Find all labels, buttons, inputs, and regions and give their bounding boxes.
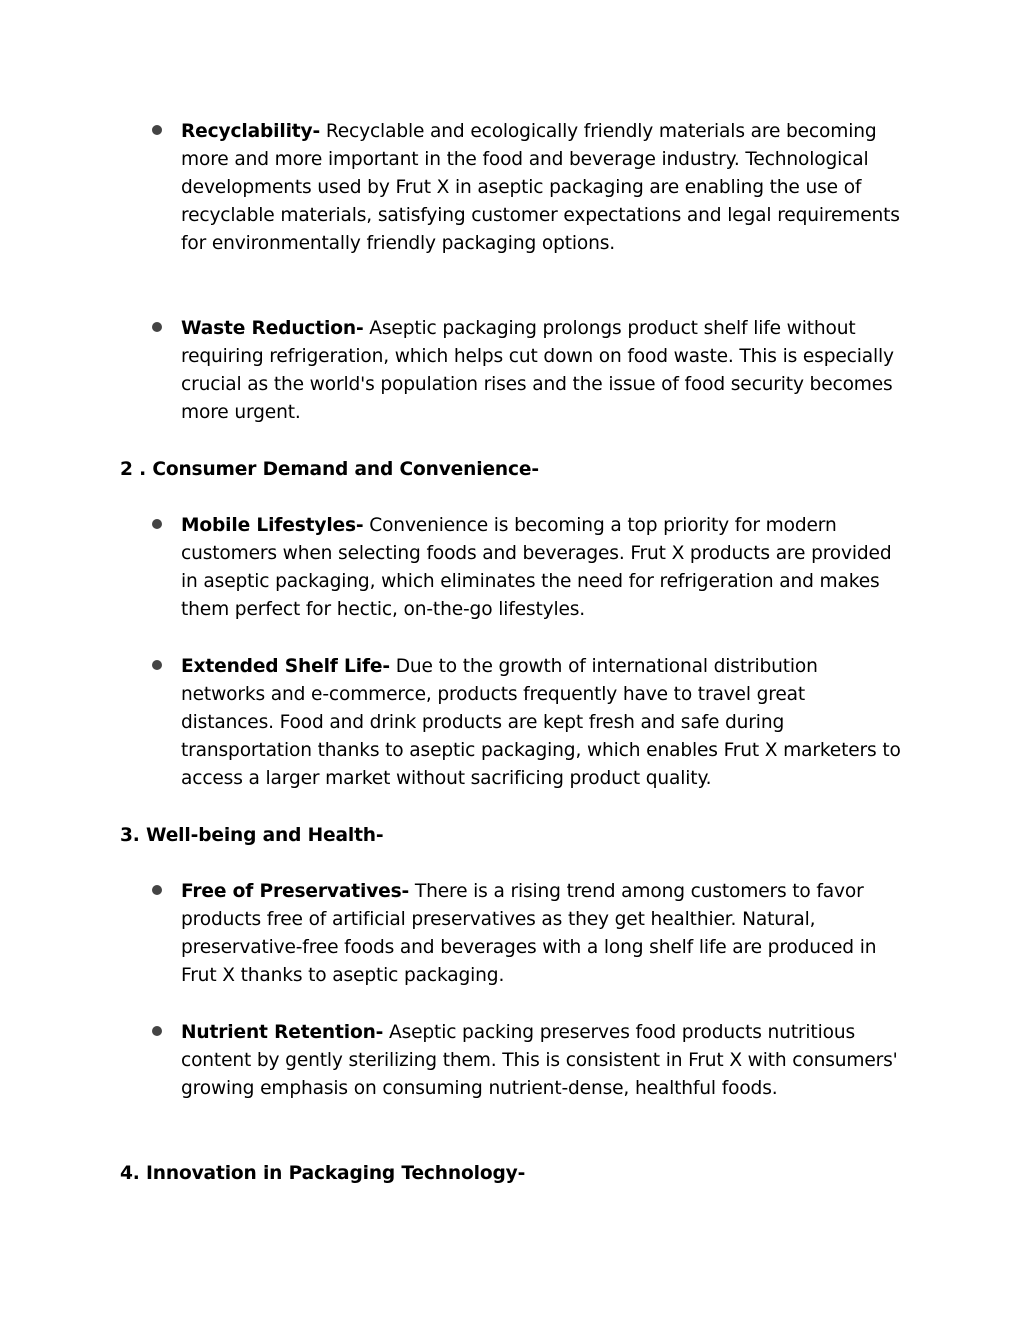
bullet-icon — [152, 885, 162, 895]
bullet-body: There is a rising trend among customers to favor products free of artificial preservatives as they get healthier. Natural, preservative-free foods and beverages with a long shelf life are produced in Frut X thanks to aseptic packaging. — [181, 881, 877, 987]
bullet-paragraph — [181, 878, 903, 990]
bullet-paragraph — [181, 315, 903, 427]
bullet-body: Convenience is becoming a top priority for modern customers when selecting foods and beverages. Frut X products are provided in aseptic packaging, which eliminates the need for refrigeration and makes them perfect for hectic, on-the-go lifestyles. — [181, 515, 892, 621]
bullet-title: Nutrient Retention- — [181, 1022, 384, 1043]
bullet-icon — [152, 519, 162, 529]
bullet-title: Waste Reduction- — [181, 318, 364, 339]
bullet-icon — [152, 660, 162, 670]
bullet-title: Recyclability- — [181, 121, 321, 142]
bullet-body: Aseptic packaging prolongs product shelf life without requiring refrigeration, which helps cut down on food waste. This is especially crucial as the world's population rises and the issue of food security becomes more urgent. — [181, 318, 894, 424]
section-heading: 3. Well-being and Health- — [120, 825, 384, 846]
bullet-body: Aseptic packing preserves food products nutritious content by gently sterilizing them. This is consistent in Frut X with consumers' growing emphasis on consuming nutrient-dense, healthful foods. — [181, 1022, 898, 1100]
section-heading: 4. Innovation in Packaging Technology- — [120, 1163, 526, 1184]
bullet-icon — [152, 1026, 162, 1036]
bullet-icon — [152, 322, 162, 332]
section-heading: 2 . Consumer Demand and Convenience- — [120, 459, 539, 480]
bullet-title: Extended Shelf Life- — [181, 656, 390, 677]
bullet-paragraph — [181, 653, 903, 793]
bullet-paragraph — [181, 118, 903, 258]
bullet-body: Recyclable and ecologically friendly materials are becoming more and more important in the food and beverage industry. Technological developments used by Frut X in aseptic packaging are enabling the use of recyclable materials, satisfying customer expectations and legal requirements for environmentally friendly packaging options. — [181, 121, 900, 255]
bullet-paragraph — [181, 512, 903, 624]
bullet-body: Due to the growth of international distribution networks and e-commerce, products frequently have to travel great distances. Food and drink products are kept fresh and safe during transportation thanks to aseptic packaging, which enables Frut X marketers to access a larger market without sacrificing product quality. — [181, 656, 901, 790]
bullet-title: Mobile Lifestyles- — [181, 515, 364, 536]
bullet-paragraph — [181, 1019, 903, 1103]
bullet-icon — [152, 125, 162, 135]
bullet-title: Free of Preservatives- — [181, 881, 410, 902]
